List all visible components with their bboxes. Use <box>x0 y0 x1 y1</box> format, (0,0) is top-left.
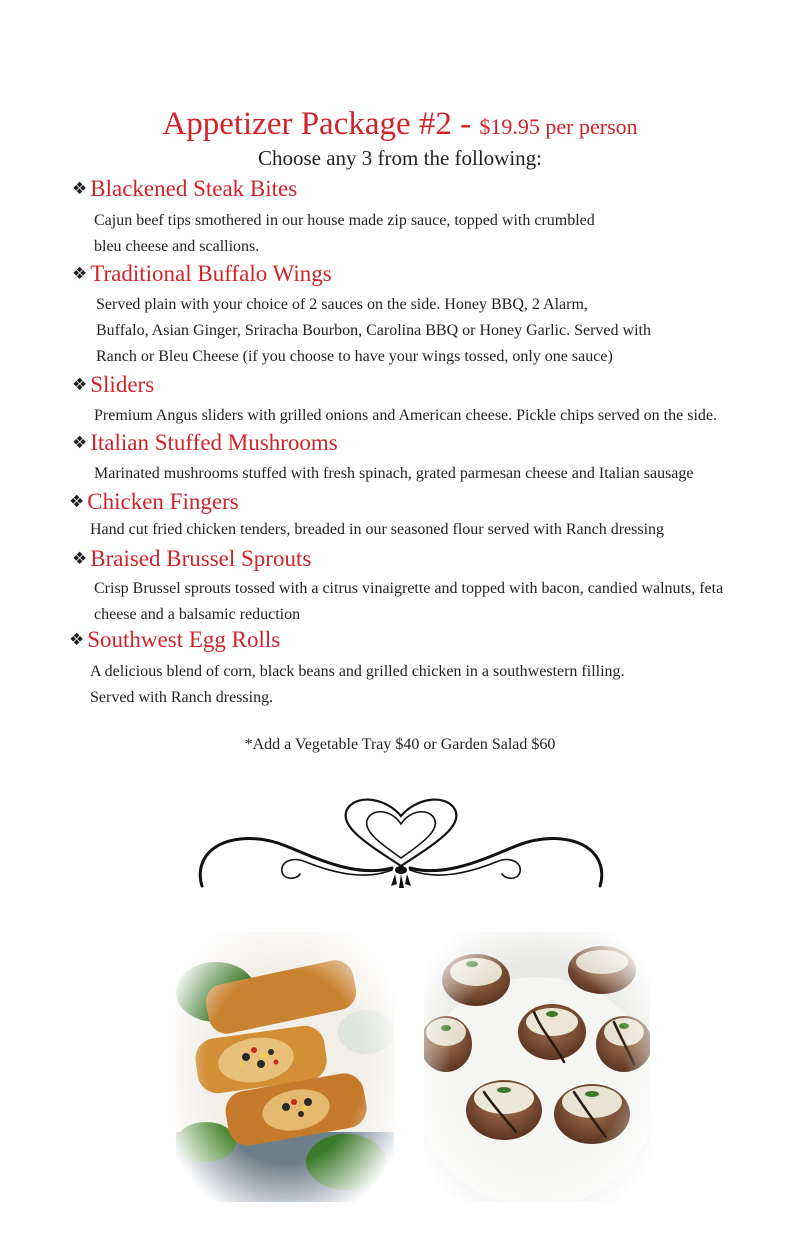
page-title <box>0 106 800 143</box>
add-on-note: *Add a Vegetable Tray $40 or Garden Salad $60 <box>244 736 556 753</box>
description-line: Hand cut fried chicken tenders, breaded in our seasoned flour served with Ranch dressing <box>90 521 665 538</box>
description-line: cheese and a balsamic reduction <box>94 606 301 623</box>
menu-item-title <box>72 430 338 456</box>
diamond-bullet-icon: ❖ <box>72 264 88 284</box>
page-subtitle: Choose any 3 from the following: <box>257 146 543 170</box>
diamond-bullet-icon: ❖ <box>72 433 88 453</box>
menu-item-name: Sliders <box>90 372 155 397</box>
menu-item-description <box>90 517 664 543</box>
description-line: A delicious blend of corn, black beans and grilled chicken in a southwestern filling. <box>90 663 625 680</box>
menu-item-name: Italian Stuffed Mushrooms <box>90 430 338 455</box>
menu-item-name: Chicken Fingers <box>87 489 239 514</box>
menu-item-name: Traditional Buffalo Wings <box>90 261 332 286</box>
menu-item-description <box>94 208 595 260</box>
diamond-bullet-icon: ❖ <box>72 179 88 199</box>
diamond-bullet-icon: ❖ <box>69 630 85 650</box>
description-line: Ranch or Bleu Cheese (if you choose to have your wings tossed, only one sauce) <box>96 348 613 365</box>
menu-item-description <box>94 576 723 628</box>
description-line: bleu cheese and scallions. <box>94 238 260 255</box>
diamond-bullet-icon: ❖ <box>69 492 85 512</box>
description-line: Premium Angus sliders with grilled onions and American cheese. Pickle chips served on the side. <box>94 407 717 424</box>
description-line: Cajun beef tips smothered in our house made zip sauce, topped with crumbled <box>94 212 595 229</box>
diamond-bullet-icon: ❖ <box>72 549 88 569</box>
egg-rolls-photo <box>176 932 394 1202</box>
package-title: Appetizer Package #2 - <box>162 106 480 142</box>
description-line: Served plain with your choice of 2 sauces on the side. Honey BBQ, 2 Alarm, <box>96 296 588 313</box>
menu-item-name: Braised Brussel Sprouts <box>90 546 312 571</box>
menu-item-title <box>69 489 239 515</box>
menu-item-title <box>72 176 297 202</box>
menu-item-description <box>94 461 694 487</box>
description-line: Served with Ranch dressing. <box>90 689 274 706</box>
description-line: Buffalo, Asian Ginger, Sriracha Bourbon, Carolina BBQ or Honey Garlic. Served with <box>96 322 651 339</box>
menu-item-description <box>90 659 625 711</box>
menu-item-description <box>96 292 651 370</box>
diamond-bullet-icon: ❖ <box>72 375 88 395</box>
stuffed-mushrooms-photo <box>424 932 650 1202</box>
package-price: $19.95 per person <box>479 114 638 139</box>
menu-item-title <box>72 372 154 398</box>
menu-item-title <box>72 546 311 572</box>
description-line: Crisp Brussel sprouts tossed with a citrus vinaigrette and topped with bacon, candied walnuts, feta <box>94 580 724 597</box>
menu-item-name: Blackened Steak Bites <box>90 176 298 201</box>
menu-item-title <box>69 627 280 653</box>
menu-item-name: Southwest Egg Rolls <box>87 627 281 652</box>
heart-scroll-ornament-icon <box>196 796 606 892</box>
menu-item-title <box>72 261 332 287</box>
description-line: Marinated mushrooms stuffed with fresh spinach, grated parmesan cheese and Italian sausage <box>94 465 694 482</box>
menu-item-description <box>94 403 717 429</box>
